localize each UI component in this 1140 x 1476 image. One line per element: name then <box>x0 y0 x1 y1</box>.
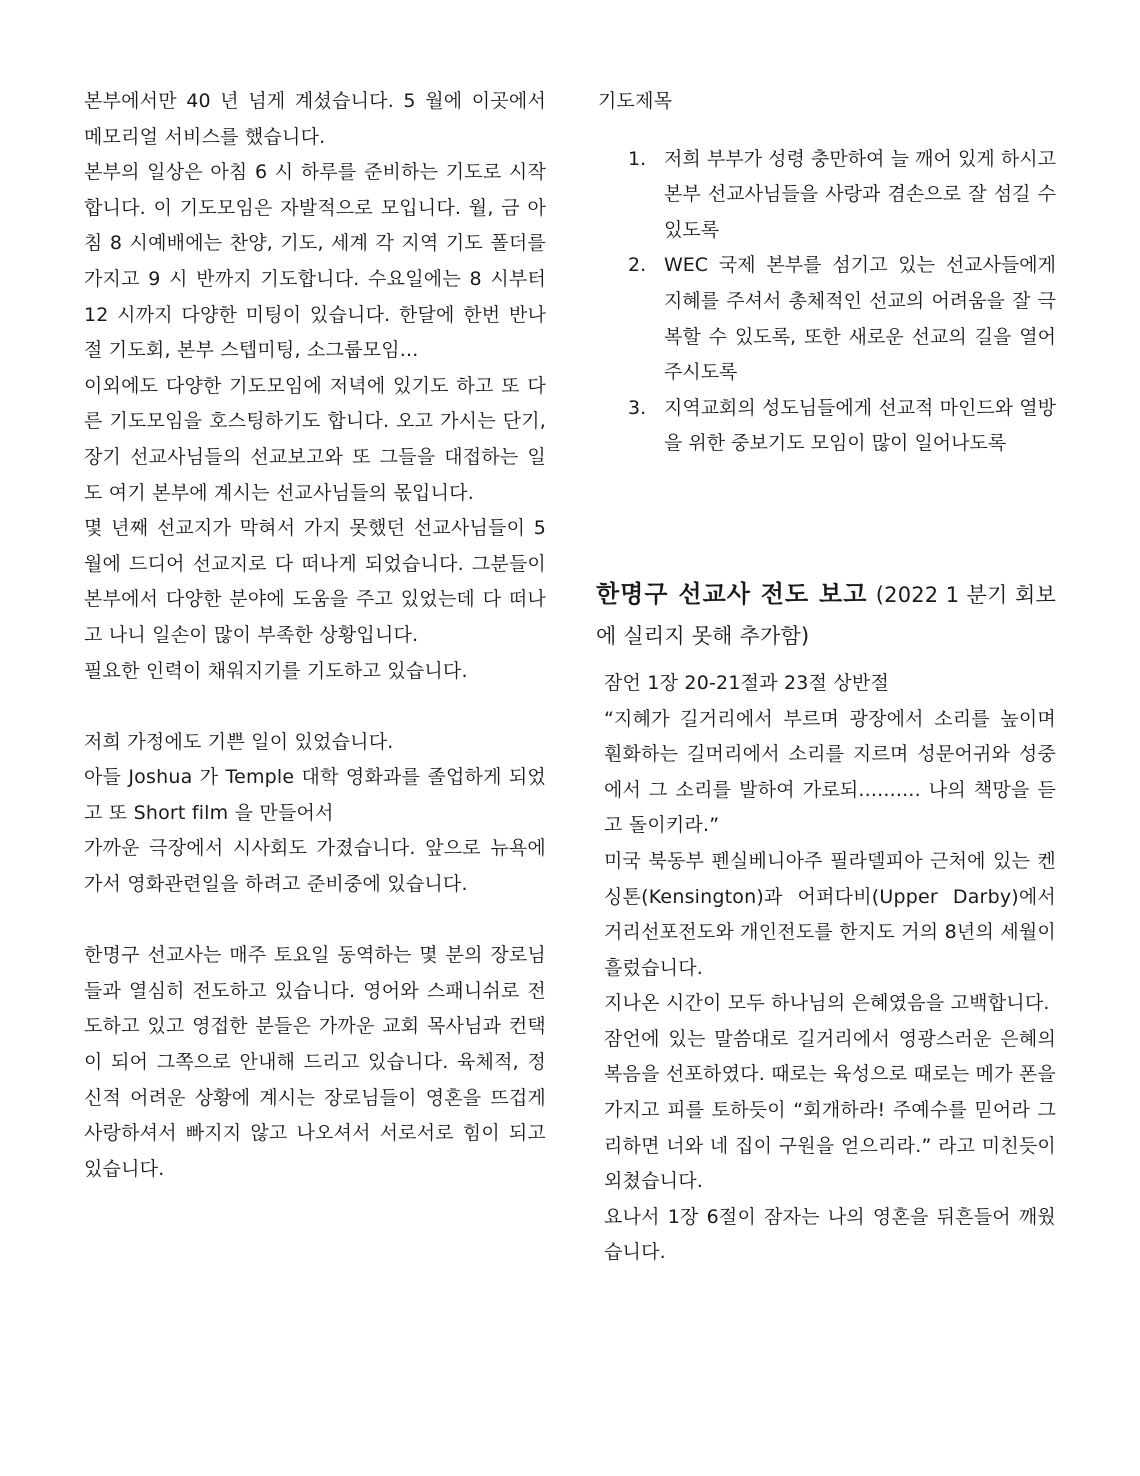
prayer-list <box>596 142 1056 462</box>
paragraph-staffing-prayer: 필요한 인력이 채워지기를 기도하고 있습니다. <box>84 659 468 682</box>
report-body <box>596 666 1056 1271</box>
report-heading-note: (2022 1 분기 회보에 실리지 못해 추가함) <box>596 582 1056 648</box>
prayer-item-text: 저희 부부가 성령 충만하여 늘 깨어 있게 하시고 본부 선교사님들을 사랑과 겸손으로 잘 섬길 수 있도록 <box>664 147 1056 241</box>
paragraph-memorial: 본부에서만 40 년 넘게 계셨습니다. 5 월에 이곳에서 메모리얼 서비스를 했습니다. <box>84 90 546 148</box>
report-heading <box>596 574 1056 656</box>
paragraph-missionaries-departed: 몇 년째 선교지가 막혀서 가지 못했던 선교사님들이 5 월에 드디어 선교지로 다 떠나게 되었습니다. 그분들이 본부에서 다양한 분야에 도움을 주고 있었는데 다 떠나고 나니 일손이 많이 부족한 상황입니다. <box>84 517 546 646</box>
paragraph-prayer-meetings: 이외에도 다양한 기도모임에 저녁에 있기도 하고 또 다른 기도모임을 호스팅하기도 합니다. 오고 가시는 단기, 장기 선교사님들의 선교보고와 또 그들을 대접하는 일도 여기 본부에 계시는 선교사님들의 몫입니다. <box>84 374 546 504</box>
report-heading-title: 한명구 선교사 전도 보고 <box>596 579 868 608</box>
paragraph-film-premiere: 가까운 극장에서 시사회도 가졌습니다. 앞으로 뉴욕에 가서 영화관련일을 하려고 준비중에 있습니다. <box>84 837 546 896</box>
spacer <box>84 689 546 725</box>
prayer-item-number: 3. <box>628 396 647 419</box>
paragraph-joshua-graduation: 아들 Joshua 가 Temple 대학 영화과를 졸업하게 되었고 또 Short film 을 만들어서 <box>84 766 546 824</box>
paragraph-jonah: 요나서 1장 6절이 잠자는 나의 영혼을 뒤흔들어 깨웠습니다. <box>604 1205 1056 1264</box>
left-column <box>84 84 546 1187</box>
spacer <box>84 903 546 939</box>
prayer-item <box>596 248 1056 390</box>
prayer-item-text: 지역교회의 성도님들에게 선교적 마인드와 열방을 위한 중보기도 모임이 많이 일어나도록 <box>664 396 1056 455</box>
prayer-item-text: WEC 국제 본부를 섬기고 있는 선교사들에게 지혜를 주셔서 총체적인 선교의 어려움을 잘 극복할 수 있도록, 또한 새로운 선교의 길을 열어 주시도록 <box>664 254 1056 384</box>
paragraph-scripture-quote: “지혜가 길거리에서 부르며 광장에서 소리를 높이며 훤화하는 길머리에서 소리를 지르며 성문어귀와 성중에서 그 소리를 발하여 가로되.......... 나의 책망을 듣고 돌이키라.” <box>604 707 1056 837</box>
right-column <box>596 84 1056 1271</box>
paragraph-proclamation: 잠언에 있는 말씀대로 길거리에서 영광스러운 은혜의 복음을 선포하였다. 때로는 육성으로 때로는 메가 폰을 가지고 피를 토하듯이 “회개하라! 주예수를 믿어라 그리하면 너와 네 집이 구원을 얻으리라.” 라고 미친듯이 외쳤습니다. <box>604 1027 1056 1193</box>
prayer-item <box>596 142 1056 249</box>
paragraph-evangelism: 한명구 선교사는 매주 토요일 동역하는 몇 분의 장로님들과 열심히 전도하고 있습니다. 영어와 스패니쉬로 전도하고 있고 영접한 분들은 가까운 교회 목사님과 컨택이 되어 그쪽으로 안내해 드리고 있습니다. 육체적, 정신적 어려운 상황에 계시는 장로님들이 영혼을 뜨겁게 사랑하셔서 빠지지 않고 나오셔서 서로서로 힘이 되고 있습니다. <box>84 944 546 1180</box>
paragraph-kensington: 미국 북동부 펜실베니아주 필라델피아 근처에 있는 켄싱톤(Kensington)과 어퍼다비(Upper Darby)에서 거리선포전도와 개인전도를 한지도 거의 8년의 세월이 흘렀습니다. <box>604 849 1056 979</box>
paragraph-daily-routine: 본부의 일상은 아침 6 시 하루를 준비하는 기도로 시작합니다. 이 기도모임은 자발적으로 모입니다. 월, 금 아침 8 시예배에는 찬양, 기도, 세계 각 지역 기도 폴더를 가지고 9 시 반까지 기도합니다. 수요일에는 8 시부터 12 시까지 다양한 미팅이 있습니다. 한달에 한번 반나절 기도회, 본부 스텝미팅, 소그룹모임... <box>84 161 546 362</box>
prayer-item-number: 1. <box>628 147 647 170</box>
prayer-title: 기도제목 <box>598 90 673 112</box>
paragraph-scripture-reference: 잠언 1장 20-21절과 23절 상반절 <box>604 671 890 694</box>
paragraph-family-news: 저희 가정에도 기쁜 일이 있었습니다. <box>84 730 394 753</box>
paragraph-confession: 지나온 시간이 모두 하나님의 은혜였음을 고백합니다. <box>604 992 1050 1015</box>
prayer-item <box>596 391 1056 462</box>
prayer-item-number: 2. <box>628 254 647 277</box>
